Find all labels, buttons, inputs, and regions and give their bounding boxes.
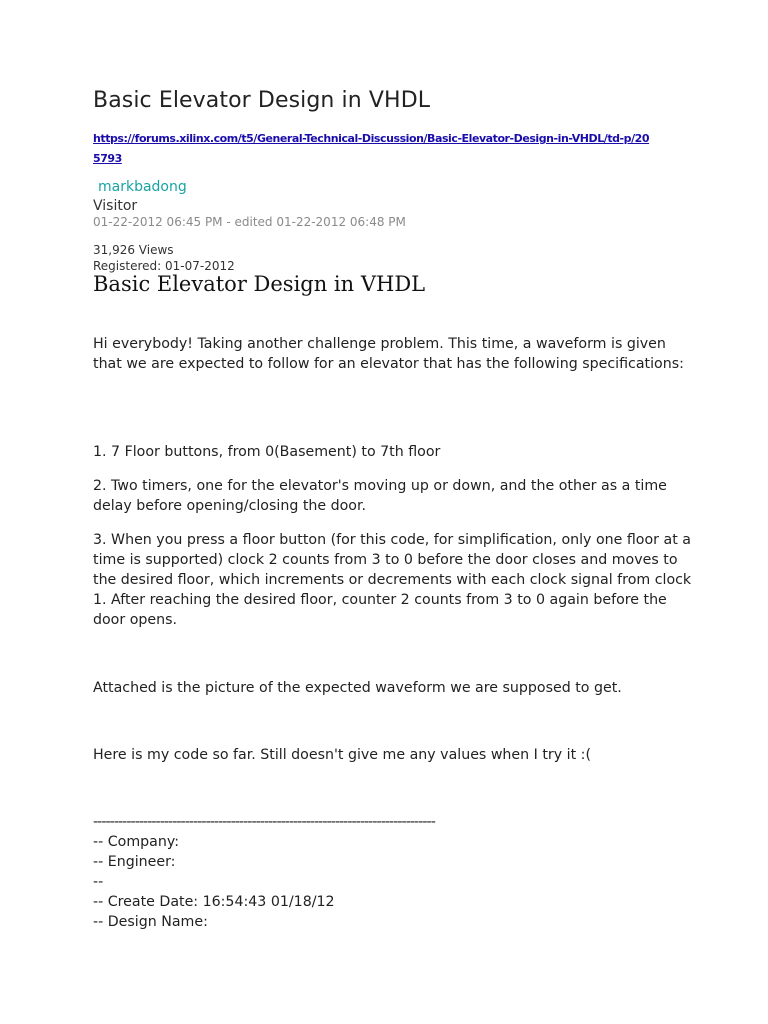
view-count: 31,926 Views [93,243,174,257]
code-line-company: -- Company: [93,834,179,850]
author-name-link[interactable]: markbadong [98,179,187,195]
spec-item-2: 2. Two timers, one for the elevator's moving up or down, and the other as a time delay before opening/closing the door. [93,478,667,514]
page-title: Basic Elevator Design in VHDL [93,88,431,113]
spec-item-1: 1. 7 Floor buttons, from 0(Basement) to 7th floor [93,444,441,460]
spec-item-3: 3. When you press a floor button (for this code, for simplification, only one floor at a time is supported) clock 2 counts from 3 to 0 before the door closes and moves to the desired floor, which increments or decrements with each clock signal from clock 1. After reaching the desired floor, counter 2 counts from 3 to 0 again before the door opens. [93,532,692,628]
author-rank: Visitor [93,198,138,214]
code-intro-paragraph: Here is my code so far. Still doesn't give me any values when I try it :( [93,747,591,763]
attachment-note: Attached is the picture of the expected waveform we are supposed to get. [93,680,622,696]
code-line-design-name: -- Design Name: [93,914,208,930]
post-date: 01-22-2012 06:45 PM - edited 01-22-2012 06:48 PM [93,215,406,229]
post-intro-paragraph: Hi everybody! Taking another challenge problem. This time, a waveform is given that we are expected to follow for an elevator that has the following specifications: [93,336,684,372]
source-url-link[interactable]: https://forums.xilinx.com/t5/General-Technical-Discussion/Basic-Elevator-Design-in-VHDL/td-p/205793 [93,132,650,165]
registered-date: Registered: 01-07-2012 [93,259,235,273]
code-line-create-date: -- Create Date: 16:54:43 01/18/12 [93,894,335,910]
code-line-blank-comment: -- [93,874,104,890]
code-line-separator: ---------------------------------------------------------------------------------- [93,814,435,830]
code-line-engineer: -- Engineer: [93,854,176,870]
post-title: Basic Elevator Design in VHDL [93,272,426,296]
